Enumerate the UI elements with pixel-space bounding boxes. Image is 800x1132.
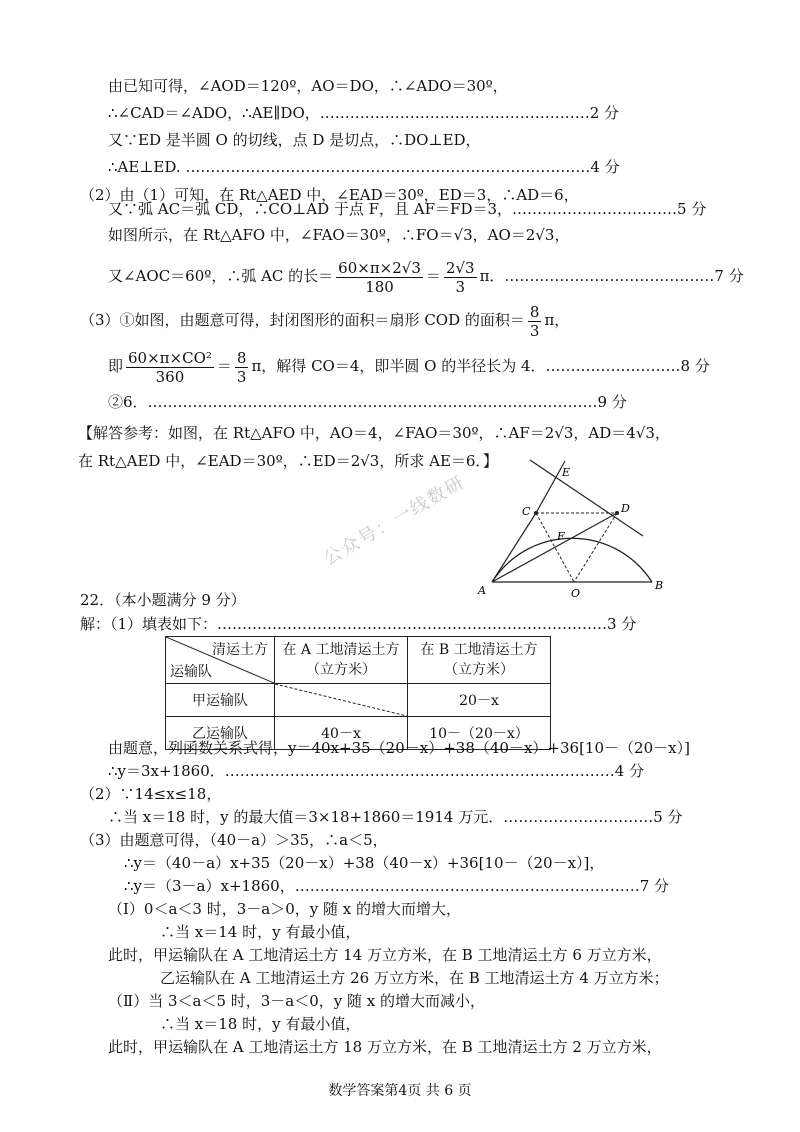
- label-A: A: [478, 584, 486, 597]
- header-unit: （立方米）: [444, 662, 514, 678]
- point-C: [534, 511, 538, 515]
- numerator: 60×π×CO²: [128, 348, 212, 367]
- text-line: ∴y＝（40－a）x+35（20－x）+38（40－x）+36[10－（20－x）]，: [124, 854, 605, 872]
- header-unit: （立方米）: [306, 662, 376, 678]
- text-segment: （3）①如图，由题意可得，封闭图形的面积＝扇形 COD 的面积＝: [80, 311, 525, 329]
- text-line: ∴当 x＝18 时，y 有最小值，: [160, 1015, 361, 1033]
- denominator: 3: [529, 321, 540, 340]
- text-line: ∴∠CAD＝∠ADO，∴AE∥DO，………………………………………………2 分: [108, 104, 620, 122]
- table-corner-cell: [166, 637, 275, 684]
- text-line: （3）由题意可得，（40－a）＞35，∴a＜5，: [80, 831, 388, 849]
- semicircle-figure: [470, 458, 690, 610]
- table-cell: 10－（20－x）: [408, 717, 551, 750]
- arc-length-line: [108, 256, 744, 296]
- text-line: 解：（1）填表如下：……………………………………………………………………3 分: [80, 615, 637, 633]
- text-line: 如图所示，在 Rt△AFO 中，∠FAO＝30º，∴FO＝√3，AO＝2√3，: [108, 226, 570, 244]
- text-segment: 即: [108, 357, 124, 375]
- text-line: 由已知可得，∠AOD＝120º，AO＝DO，∴∠ADO＝30º，: [108, 77, 508, 95]
- fraction: [126, 349, 214, 386]
- segment-AD: [492, 513, 617, 582]
- text-line: 又∵ED 是半圆 O 的切线，点 D 是切点，∴DO⊥ED，: [108, 131, 481, 149]
- text-line: （2）由（1）可知，在 Rt△AED 中，∠EAD＝30º，ED＝3，∴AD＝6，: [80, 186, 579, 204]
- table-cell-blank: [275, 684, 408, 717]
- column-header-B: [408, 637, 551, 684]
- text-line: （Ⅰ）0＜a＜3 时，3－a＞0，y 随 x 的增大而增大，: [108, 900, 461, 918]
- cell-diagonal: [275, 684, 407, 716]
- text-line: ∴AE⊥ED. ………………………………………………………………………4 分: [108, 158, 620, 176]
- table-cell: 20－x: [408, 684, 551, 717]
- radius-line: [108, 346, 710, 386]
- row-label: 甲运输队: [166, 684, 275, 717]
- text-segment: 又∠AOC＝60º，∴弧 AC 的长＝: [108, 267, 334, 285]
- denominator: 3: [236, 367, 247, 386]
- equals-sign: ＝: [425, 267, 441, 285]
- question-title: 22．（本小题满分 9 分）: [80, 591, 246, 609]
- fraction: [235, 349, 249, 386]
- text-line: ②6．………………………………………………………………………………9 分: [108, 393, 627, 411]
- fraction: [444, 259, 477, 296]
- text-line: 乙运输队在 A 工地清运土方 26 万立方米，在 B 工地清运土方 4 万立方米；: [160, 969, 669, 987]
- numerator: 60×π×2√3: [338, 258, 421, 277]
- text-segment: π，解得 CO＝4，即半圆 O 的半径长为 4．………………………8 分: [251, 357, 710, 375]
- sector-area-line: [80, 300, 569, 340]
- numerator: 2√3: [445, 258, 475, 277]
- page-footer: 数学答案第4页 共 6 页: [328, 1083, 472, 1099]
- label-O: O: [571, 587, 581, 600]
- column-header-A: [275, 637, 408, 684]
- reference-note: 在 Rt△AED 中，∠EAD＝30º，∴ED＝2√3，所求 AE＝6．】: [78, 452, 498, 470]
- denominator: 360: [155, 367, 185, 386]
- label-B: B: [655, 579, 664, 592]
- corner-bottom-label: 运输队: [170, 664, 212, 680]
- fill-table: [165, 636, 551, 750]
- denominator: 3: [455, 277, 466, 296]
- point-D: [615, 511, 619, 515]
- numerator: 8: [529, 302, 540, 321]
- equals-sign: ＝: [216, 357, 232, 375]
- corner-top-label: 清运土方: [212, 642, 268, 658]
- text-line: 此时，甲运输队在 A 工地清运土方 18 万立方米，在 B 工地清运土方 2 万立方米，: [108, 1038, 662, 1056]
- segment-DO: [574, 513, 617, 582]
- row-label: 乙运输队: [166, 717, 275, 750]
- text-line: ∴y＝（3－a）x+1860，……………………………………………………………7 分: [124, 877, 670, 895]
- text-line: ∴当 x＝18 时，y 的最大值＝3×18+1860＝1914 万元．…………………………5 分: [108, 808, 683, 826]
- label-E: E: [562, 466, 571, 479]
- segment-CE: [536, 461, 565, 513]
- text-line: （Ⅱ）当 3＜a＜5 时，3－a＜0，y 随 x 的增大而减小，: [108, 992, 486, 1010]
- fraction: [528, 303, 542, 340]
- reference-note: 【解答参考：如图，在 Rt△AFO 中，AO＝4，∠FAO＝30º，∴AF＝2√3，AD＝4√3，: [78, 424, 670, 442]
- label-D: D: [621, 502, 630, 515]
- header-text: 在 B 工地清运土方: [420, 642, 538, 658]
- segment-AC: [492, 513, 536, 582]
- watermark-text: 公众号：一线数研: [320, 471, 470, 570]
- fraction: [336, 259, 423, 296]
- text-line: （2）∵14≤x≤18，: [80, 785, 222, 803]
- text-segment: π．……………………………………7 分: [479, 267, 744, 285]
- label-F: F: [557, 530, 565, 543]
- text-segment: π，: [544, 311, 570, 329]
- text-line: ∴当 x＝14 时，y 有最小值，: [160, 923, 361, 941]
- table-cell: 40－x: [275, 717, 408, 750]
- text-line: 又∵弧 AC＝弧 CD，∴CO⊥AD 于点 F，且 AF＝FD＝3，……………………………5 分: [108, 200, 707, 218]
- text-line: ∴y＝3x+1860．……………………………………………………………………4 分: [108, 762, 645, 780]
- tangent-ED: [530, 460, 643, 536]
- denominator: 180: [365, 277, 394, 296]
- text-line: 由题意，列函数关系式得，y＝40x+35（20－x）+38（40－x）+36[10－（20－x）]: [108, 739, 690, 757]
- label-C: C: [522, 505, 531, 518]
- text-line: 此时，甲运输队在 A 工地清运土方 14 万立方米，在 B 工地清运土方 6 万立方米，: [108, 946, 662, 964]
- numerator: 8: [236, 348, 247, 367]
- header-text: 在 A 工地清运土方: [282, 642, 400, 658]
